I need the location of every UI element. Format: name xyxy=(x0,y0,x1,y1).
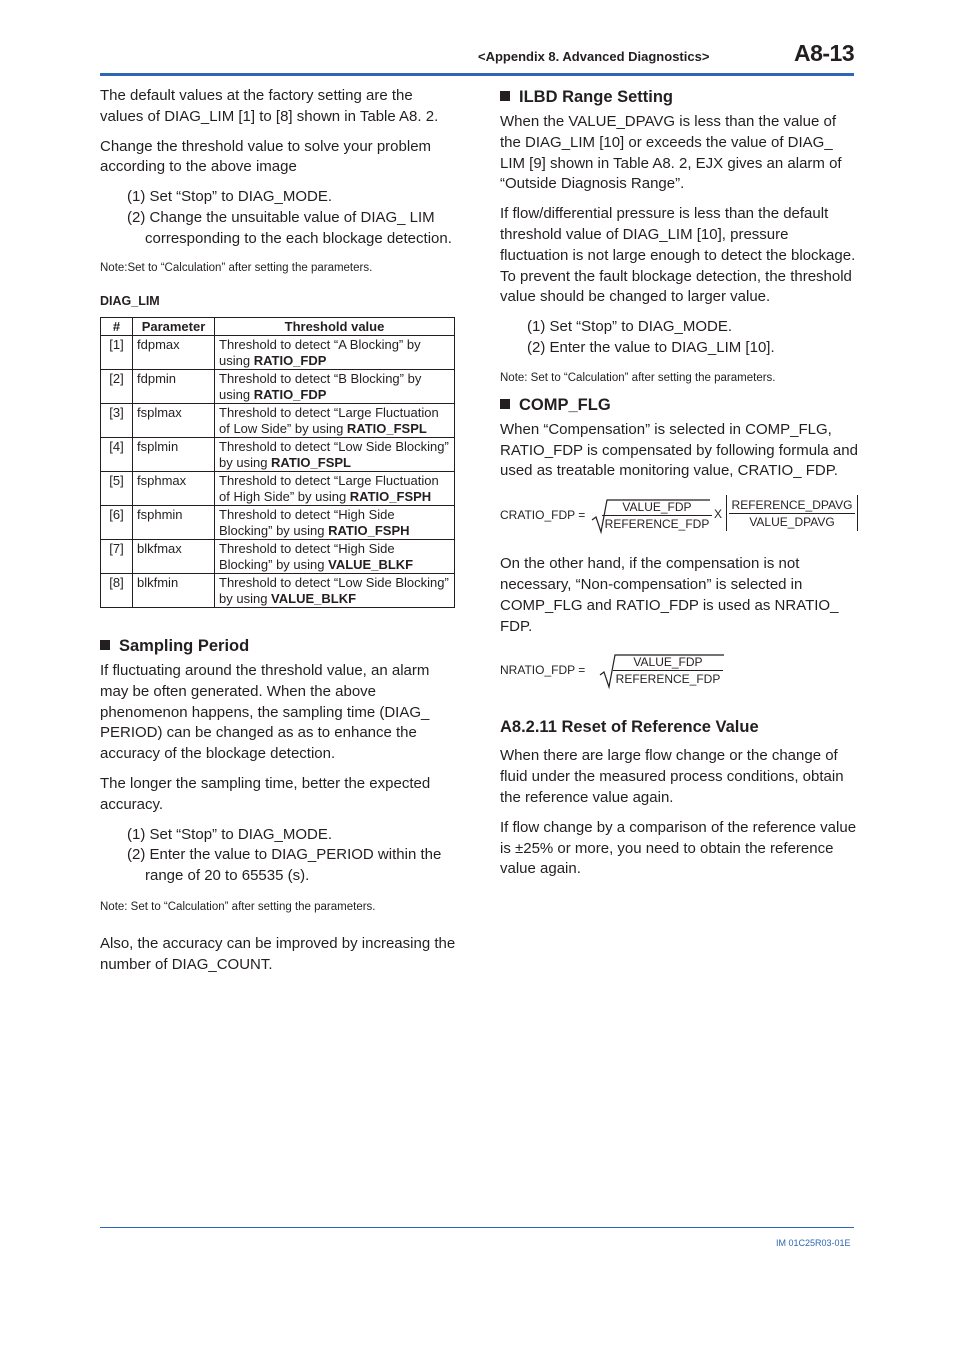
steps-list xyxy=(100,187,456,249)
row-param: blkfmax xyxy=(133,540,215,574)
row-threshold xyxy=(215,370,455,404)
chapter-title: <Appendix 8. Advanced Diagnostics> xyxy=(478,49,710,64)
sampling-paragraph: The longer the sampling time, better the expected accuracy. xyxy=(100,775,431,813)
table-row xyxy=(101,506,455,540)
row-num: [1] xyxy=(101,336,133,370)
ilbd-paragraph: If flow/differential pressure is less than the default threshold value of DIAG_LIM [10], pressure fluctuation is not large enough to detect the blockage. To prevent the fault blockage detection, the threshold value should be changed to larger value. xyxy=(500,205,856,306)
table-row xyxy=(101,574,455,608)
steps-list xyxy=(100,825,456,887)
square-bullet-icon xyxy=(500,91,510,101)
table-row xyxy=(101,336,455,370)
threshold-text: Threshold to detect “A Blocking” by using xyxy=(219,337,421,368)
formula-nratio xyxy=(500,650,740,690)
comp-paragraph: On the other hand, if the compensation is not necessary, “Non-compensation” is selected in COMP_FLG and RATIO_FDP is used as NRATIO_ FDP. xyxy=(500,555,839,635)
row-num: [5] xyxy=(101,472,133,506)
threshold-variable: RATIO_FDP xyxy=(253,352,327,368)
row-threshold xyxy=(215,472,455,506)
threshold-text: Threshold to detect “Low Side Blocking” by using xyxy=(219,575,449,606)
formula-lhs: CRATIO_FDP = xyxy=(500,508,586,523)
section-heading-ilbd-range xyxy=(500,86,860,108)
step-item: (1) Set “Stop” to DIAG_MODE. xyxy=(127,825,333,843)
note: Note: Set to “Calculation” after setting the parameters. xyxy=(500,371,776,384)
threshold-text: Threshold to detect “Large Fluctuation of High Side” by using xyxy=(219,473,439,504)
row-param: blkfmin xyxy=(133,574,215,608)
denominator: VALUE_DPAVG xyxy=(749,515,835,530)
reset-paragraph: If flow change by a comparison of the reference value is ±25% or more, you need to obtain the reference value again. xyxy=(500,818,857,878)
row-param: fsphmin xyxy=(133,506,215,540)
square-bullet-icon xyxy=(500,399,510,409)
numerator: VALUE_FDP xyxy=(622,500,692,515)
section-heading-text: COMP_FLG xyxy=(519,395,611,414)
threshold-text: Threshold to detect “B Blocking” by using xyxy=(219,371,422,402)
col-header-num: # xyxy=(101,317,133,336)
section-heading-text: Sampling Period xyxy=(119,637,250,656)
left-column xyxy=(100,86,456,976)
row-num: [6] xyxy=(101,506,133,540)
fraction-bar xyxy=(729,513,855,514)
step-item: (1) Set “Stop” to DIAG_MODE. xyxy=(527,318,733,336)
row-num: [4] xyxy=(101,438,133,472)
note: Note: Set to “Calculation” after setting the parameters. xyxy=(100,901,376,914)
formula-lhs: NRATIO_FDP = xyxy=(500,663,586,678)
fraction-bar xyxy=(602,515,712,516)
numerator: REFERENCE_DPAVG xyxy=(731,498,853,513)
denominator: REFERENCE_FDP xyxy=(615,672,721,687)
row-param: fdpmax xyxy=(133,336,215,370)
fraction xyxy=(729,498,855,529)
page-number: A8-13 xyxy=(794,40,855,66)
row-num: [7] xyxy=(101,540,133,574)
section-heading-sampling-period xyxy=(100,635,456,657)
sampling-paragraph: If fluctuating around the threshold value, an alarm may be often generated. When the above phenomenon happens, the sampling time (DIAG_ PERIOD) can be changed as as to enhance the accuracy of the blockage detection. xyxy=(100,662,430,763)
threshold-variable: RATIO_FDP xyxy=(253,386,327,402)
row-num: [8] xyxy=(101,574,133,608)
row-threshold xyxy=(215,336,455,370)
threshold-text: Threshold to detect “Large Fluctuation of Low Side” by using xyxy=(219,405,439,436)
header-rule xyxy=(100,73,854,76)
denominator: REFERENCE_FDP xyxy=(604,517,710,532)
row-param: fsphmax xyxy=(133,472,215,506)
row-param: fdpmin xyxy=(133,370,215,404)
right-column xyxy=(500,86,860,880)
row-num: [2] xyxy=(101,370,133,404)
times-sign: X xyxy=(714,507,723,522)
section-heading-comp-flg xyxy=(500,394,860,416)
diag-lim-table xyxy=(100,317,455,609)
threshold-variable: RATIO_FSPL xyxy=(346,420,427,436)
section-heading-text: ILBD Range Setting xyxy=(519,88,674,106)
threshold-variable: VALUE_BLKF xyxy=(271,590,357,606)
table-row xyxy=(101,472,455,506)
comp-paragraph: When “Compensation” is selected in COMP_FLG, RATIO_FDP is compensated by following formula and used as treatable monitoring value, CRATIO_ FDP. xyxy=(500,420,858,480)
bracket-right xyxy=(857,495,858,531)
footer-rule xyxy=(100,1227,854,1228)
square-bullet-icon xyxy=(100,640,110,650)
threshold-variable: RATIO_FSPH xyxy=(349,488,432,504)
row-param: fsplmin xyxy=(133,438,215,472)
table-row xyxy=(101,370,455,404)
threshold-variable: VALUE_BLKF xyxy=(328,556,414,572)
threshold-variable: RATIO_FSPL xyxy=(271,454,351,470)
formula-cratio xyxy=(500,495,860,535)
table-row xyxy=(101,438,455,472)
row-threshold xyxy=(215,506,455,540)
table-row xyxy=(101,404,455,438)
step-item: (2) Change the unsuitable value of DIAG_ LIM corresponding to the each blockage detection. xyxy=(127,208,452,247)
threshold-text: Threshold to detect “High Side Blocking” by using xyxy=(219,541,395,572)
row-threshold xyxy=(215,404,455,438)
numerator: VALUE_FDP xyxy=(633,655,703,670)
ilbd-paragraph: When the VALUE_DPAVG is less than the value of the DIAG_LIM [10] or exceeds the value of DIAG_ LIM [9] shown in Table A8. 2, EJX gives an alarm of “Outside Diagnosis Range”. xyxy=(500,113,842,193)
row-threshold xyxy=(215,540,455,574)
table-row xyxy=(101,540,455,574)
table-header-row xyxy=(101,317,455,336)
threshold-variable: RATIO_FSPH xyxy=(328,522,410,538)
step-item: (1) Set “Stop” to DIAG_MODE. xyxy=(127,188,333,206)
col-header-threshold: Threshold value xyxy=(215,317,455,336)
document-code: IM 01C25R03-01E xyxy=(776,1238,851,1248)
threshold-text: Threshold to detect “Low Side Blocking” by using xyxy=(219,439,449,470)
row-param: fsplmax xyxy=(133,404,215,438)
step-item: (2) Enter the value to DIAG_LIM [10]. xyxy=(527,338,775,356)
fraction-bar xyxy=(613,670,723,671)
bracket-left xyxy=(726,495,727,531)
change-paragraph: Change the threshold value to solve your problem according to the above image xyxy=(100,137,432,176)
col-header-parameter: Parameter xyxy=(133,317,215,336)
fraction xyxy=(602,500,712,531)
steps-list xyxy=(500,317,860,359)
step-item: (2) Enter the value to DIAG_PERIOD within the range of 20 to 65535 (s). xyxy=(127,846,442,885)
row-num: [3] xyxy=(101,404,133,438)
subsection-heading-reset: A8.2.11 Reset of Reference Value xyxy=(500,718,759,737)
threshold-text: Threshold to detect “High Side Blocking” by using xyxy=(219,507,395,538)
table-title: DIAG_LIM xyxy=(100,293,160,308)
reset-paragraph: When there are large flow change or the change of fluid under the measured process conditions, obtain the reference value again. xyxy=(500,747,844,806)
intro-paragraph: The default values at the factory setting are the values of DIAG_LIM [1] to [8] shown in Table A8. 2. xyxy=(100,87,439,125)
fraction xyxy=(613,655,723,686)
note: Note:Set to “Calculation” after setting the parameters. xyxy=(100,261,373,274)
row-threshold xyxy=(215,574,455,608)
row-threshold xyxy=(215,438,455,472)
sampling-paragraph: Also, the accuracy can be improved by increasing the number of DIAG_COUNT. xyxy=(100,935,456,973)
